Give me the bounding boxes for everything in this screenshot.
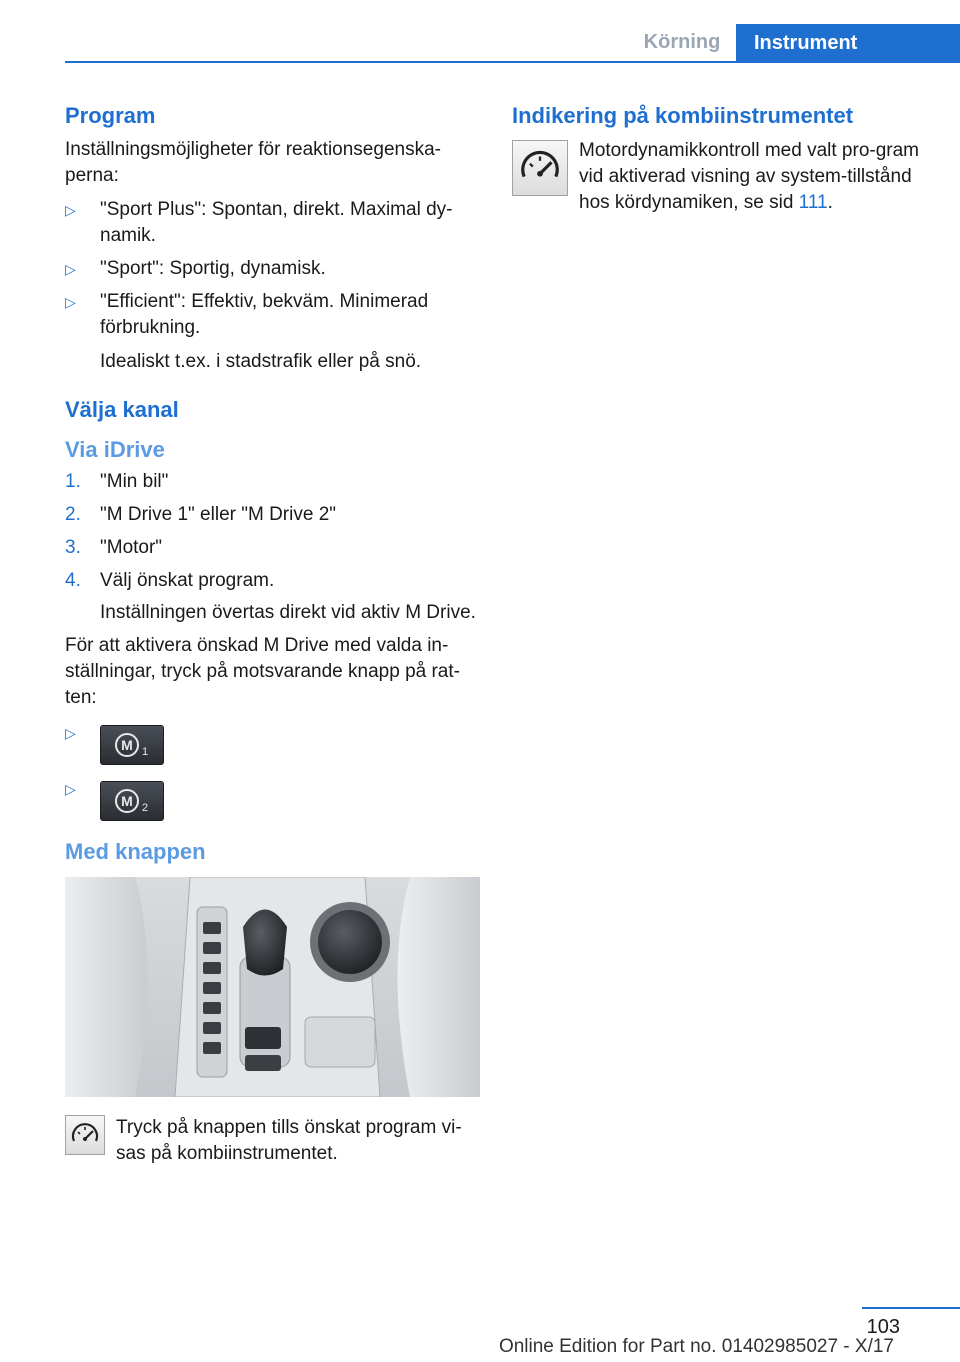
m-drive-2-button-icon	[100, 781, 164, 821]
svg-text:M: M	[121, 737, 133, 753]
program-list	[65, 197, 480, 375]
right-column	[512, 100, 932, 216]
header-rule	[65, 61, 960, 63]
list-item-note: Inställningen övertas direkt vid aktiv M Drive.	[100, 602, 476, 623]
list-item: ▷ "Sport": Sportig, dynamisk.	[65, 256, 480, 282]
page-ref-link[interactable]: 111	[798, 192, 828, 213]
indikering-text: Motordynamikkontroll med valt pro-gram vid aktiverad visning av system-tillstånd hos kördynamiken, se sid 111.	[579, 140, 920, 213]
med-knappen-heading: Med knappen	[65, 839, 206, 864]
program-intro: Inställningsmöjligheter för reaktionsegenska-perna:	[65, 139, 441, 186]
dynamic-gauge-icon	[512, 140, 568, 196]
med-knappen-instruction-row	[65, 1115, 480, 1175]
program-heading: Program	[65, 103, 156, 128]
m-drive-1-button-icon	[100, 725, 164, 765]
indikering-row	[512, 138, 932, 216]
svg-text:M: M	[121, 793, 133, 809]
triangle-bullet-icon: ▷	[65, 294, 76, 310]
triangle-bullet-icon: ▷	[65, 781, 76, 797]
list-item: 4. Välj önskat program. Inställningen övertas direkt vid aktiv M Drive.	[65, 568, 480, 626]
edition-text: Online Edition for Part no. 01402985027 - X/17	[498, 1336, 894, 1357]
idrive-steps	[65, 469, 480, 626]
med-knappen-instruction: Tryck på knappen tills önskat program vi-sas på kombiinstrumentet.	[116, 1117, 462, 1164]
list-item: 1. "Min bil"	[65, 471, 169, 492]
center-console-photo	[65, 877, 480, 1097]
svg-text:1: 1	[141, 746, 149, 758]
page-number: 103	[866, 1316, 900, 1338]
list-item: ▷ "Efficient": Effektiv, bekväm. Minimerad förbrukning. Idealiskt t.ex. i stadstrafik eller på snö.	[65, 289, 480, 375]
triangle-bullet-icon: ▷	[65, 261, 76, 277]
list-item-note: Idealiskt t.ex. i stadstrafik eller på snö.	[100, 351, 422, 372]
m-drive-2-item	[65, 781, 480, 821]
triangle-bullet-icon: ▷	[65, 202, 76, 218]
list-item: 2. "M Drive 1" eller "M Drive 2"	[65, 504, 337, 525]
via-idrive-heading: Via iDrive	[65, 437, 165, 462]
valja-kanal-heading: Välja kanal	[65, 397, 179, 422]
triangle-bullet-icon: ▷	[65, 725, 76, 741]
footer-rule	[862, 1307, 960, 1309]
left-column	[65, 100, 480, 1175]
indikering-heading: Indikering på kombiinstrumentet	[512, 103, 854, 128]
dynamic-gauge-icon	[65, 1115, 105, 1155]
list-item: ▷ "Sport Plus": Spontan, direkt. Maximal dy-namik.	[65, 199, 453, 246]
m-drive-1-item	[65, 725, 480, 765]
svg-text:2: 2	[141, 802, 149, 814]
m-drive-paragraph: För att aktivera önskad M Drive med valda in-ställningar, tryck på motsvarande knapp på rat-ten:	[65, 635, 460, 708]
section-tab[interactable]: Körning	[643, 31, 721, 53]
chapter-tab[interactable]: Instrument	[736, 24, 960, 63]
list-item: 3. "Motor"	[65, 537, 163, 558]
